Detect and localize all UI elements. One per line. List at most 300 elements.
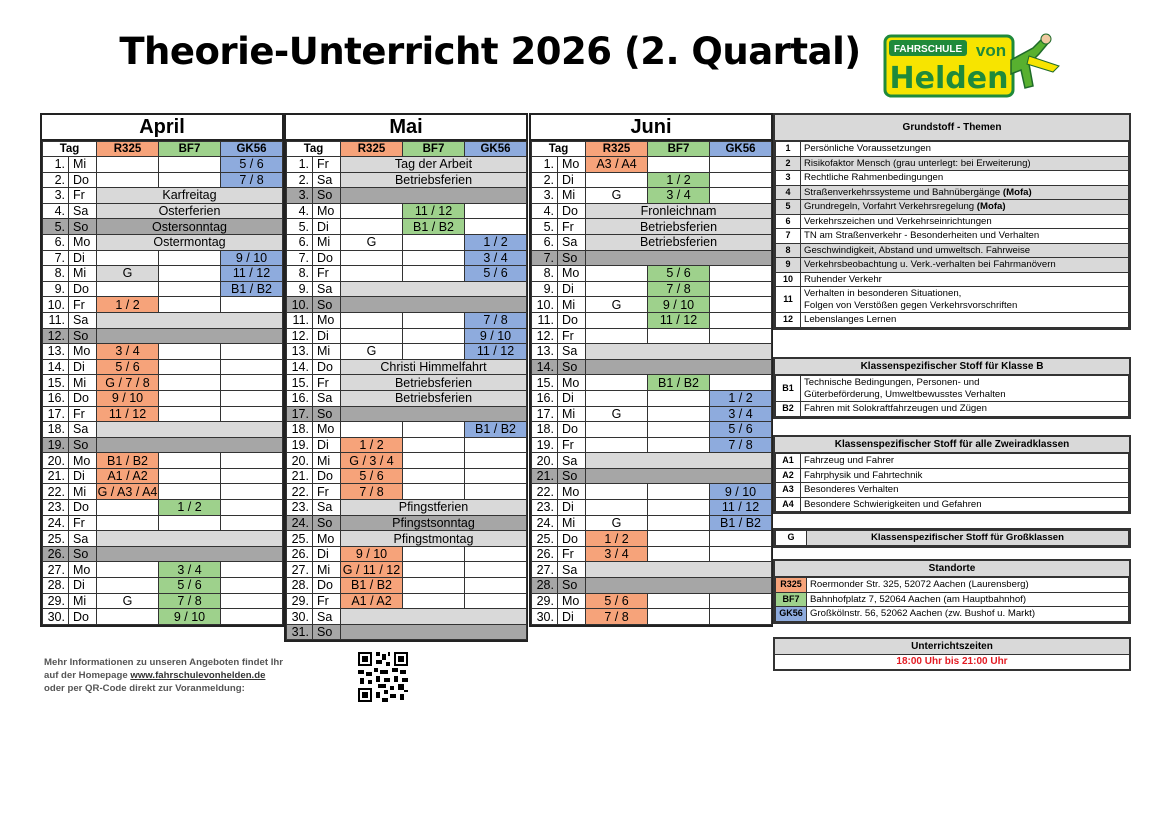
lesson-cell: G: [586, 515, 648, 531]
day-number: 26.: [287, 546, 313, 562]
lesson-cell: [403, 312, 465, 328]
lesson-cell: 7 / 8: [465, 312, 527, 328]
calendar-row: [532, 531, 772, 547]
day-number: 5.: [287, 219, 313, 235]
day-number: 20.: [532, 453, 558, 469]
lesson-cell: [97, 500, 159, 516]
calendar-row: [43, 250, 283, 266]
lesson-cell: [586, 390, 648, 406]
holiday-label: Christi Himmelfahrt: [341, 359, 527, 375]
lesson-cell: [341, 266, 403, 282]
calendar-table: [286, 141, 527, 640]
lesson-cell: [710, 297, 772, 313]
empty-day: [341, 188, 527, 204]
weekday: Sa: [313, 390, 341, 406]
lesson-cell: G / 11 / 12: [341, 562, 403, 578]
lesson-cell: B1 / B2: [403, 219, 465, 235]
calendar-row: [287, 422, 527, 438]
legend-row: [776, 483, 1129, 498]
legend-key: BF7: [776, 592, 807, 607]
calendar-row: [43, 546, 283, 562]
lesson-cell: 11 / 12: [710, 500, 772, 516]
lesson-cell: 1 / 2: [159, 500, 221, 516]
klasse-b-title: Klassenspezifischer Stoff für Klasse B: [775, 359, 1129, 375]
lesson-cell: [97, 281, 159, 297]
weekday: Mi: [313, 344, 341, 360]
weekday: Do: [69, 609, 97, 625]
lesson-cell: 7 / 8: [221, 172, 283, 188]
empty-day: [97, 328, 283, 344]
day-number: 31.: [287, 624, 313, 640]
lesson-cell: [586, 328, 648, 344]
calendar-row: [43, 437, 283, 453]
legend-text: Lebenslanges Lernen: [804, 314, 897, 325]
day-number: 7.: [43, 250, 69, 266]
calendar-row: [287, 624, 527, 640]
zweirad-table: [775, 453, 1129, 512]
lesson-cell: [221, 515, 283, 531]
legend-key: 2: [776, 156, 801, 171]
lesson-cell: 3 / 4: [586, 546, 648, 562]
legend-text: Roermonder Str. 325, 52072 Aachen (Laurensberg): [810, 579, 1029, 590]
day-number: 20.: [43, 453, 69, 469]
day-number: 30.: [43, 609, 69, 625]
lesson-cell: 5 / 6: [221, 157, 283, 173]
weekday: Di: [313, 437, 341, 453]
day-number: 29.: [43, 593, 69, 609]
lesson-cell: 11 / 12: [97, 406, 159, 422]
legend-key: A2: [776, 468, 801, 483]
calendar-row: [287, 578, 527, 594]
lesson-cell: 1 / 2: [586, 531, 648, 547]
lesson-cell: 1 / 2: [648, 172, 710, 188]
weekday: Fr: [313, 266, 341, 282]
weekday: Sa: [313, 172, 341, 188]
weekday: Do: [313, 468, 341, 484]
lesson-cell: G / 7 / 8: [97, 375, 159, 391]
footer-line3: oder per QR-Code direkt zur Voranmeldung:: [44, 683, 245, 694]
legend-key: 3: [776, 171, 801, 186]
lesson-cell: [221, 609, 283, 625]
legend-row: [776, 578, 1129, 593]
lesson-cell: [403, 344, 465, 360]
weekday: Do: [558, 203, 586, 219]
month-juni: [529, 113, 773, 627]
day-number: 5.: [43, 219, 69, 235]
lesson-cell: G: [97, 593, 159, 609]
legend-text: Fahrzeug und Fahrer: [804, 455, 895, 466]
calendar-row: [532, 453, 772, 469]
weekday: Mo: [313, 312, 341, 328]
weekday: So: [313, 406, 341, 422]
grossklassen-key: G: [776, 531, 807, 546]
calendar-row: [287, 312, 527, 328]
calendar-row: [287, 406, 527, 422]
calendar-row: [287, 593, 527, 609]
day-number: 4.: [287, 203, 313, 219]
lesson-cell: 5 / 6: [648, 266, 710, 282]
legend-text: Besonderes Verhalten: [804, 484, 899, 495]
calendar-row: [287, 250, 527, 266]
calendar-table: [42, 141, 283, 625]
lesson-cell: [710, 281, 772, 297]
weekday: Fr: [69, 297, 97, 313]
weekday: Do: [313, 359, 341, 375]
lesson-cell: [159, 172, 221, 188]
day-number: 25.: [287, 531, 313, 547]
calendar-row: [43, 531, 283, 547]
day-number: 3.: [43, 188, 69, 204]
lesson-cell: G: [586, 297, 648, 313]
empty-day: [97, 546, 283, 562]
day-number: 30.: [532, 609, 558, 625]
weekday: Do: [558, 312, 586, 328]
lesson-cell: [648, 422, 710, 438]
calendar-row: [43, 453, 283, 469]
calendar-row: [287, 266, 527, 282]
lesson-cell: [403, 546, 465, 562]
day-number: 13.: [43, 344, 69, 360]
weekday: So: [69, 219, 97, 235]
day-number: 22.: [43, 484, 69, 500]
weekday: Do: [69, 500, 97, 516]
day-number: 17.: [43, 406, 69, 422]
day-number: 15.: [287, 375, 313, 391]
lesson-cell: 5 / 6: [586, 593, 648, 609]
lesson-cell: [403, 250, 465, 266]
lesson-cell: [341, 422, 403, 438]
legend-key: R325: [776, 578, 807, 593]
legend-row: [776, 313, 1129, 328]
weekday: Mo: [313, 203, 341, 219]
lesson-cell: [221, 359, 283, 375]
day-number: 8.: [287, 266, 313, 282]
weekday: So: [313, 188, 341, 204]
calendar-row: [43, 375, 283, 391]
lesson-cell: 5 / 6: [159, 578, 221, 594]
legend-text: Technische Bedingungen, Personen- und: [804, 377, 980, 388]
lesson-cell: [159, 359, 221, 375]
lesson-cell: B1 / B2: [221, 281, 283, 297]
day-number: 1.: [532, 157, 558, 173]
legend-bold: (Mofa): [976, 201, 1006, 212]
lesson-cell: [586, 281, 648, 297]
weekday: Sa: [313, 281, 341, 297]
legend-text: Verkehrsbeobachtung u. Verk.-verhalten bei Fahrmanövern: [804, 259, 1056, 270]
weekday: So: [69, 437, 97, 453]
calendar-row: [43, 359, 283, 375]
lesson-cell: 9 / 10: [710, 484, 772, 500]
holiday-label: Ostermontag: [97, 234, 283, 250]
empty-day: [586, 453, 772, 469]
grossklassen-table: [775, 530, 1129, 546]
weekday: Mo: [558, 484, 586, 500]
calendar-row: [287, 468, 527, 484]
lesson-cell: A1 / A2: [341, 593, 403, 609]
empty-day: [586, 250, 772, 266]
day-number: 2.: [532, 172, 558, 188]
calendar-row: [43, 234, 283, 250]
calendar-row: [43, 484, 283, 500]
legend-text: Bahnhofplatz 7, 52064 Aachen (am Hauptbahnhof): [810, 593, 1027, 605]
day-number: 1.: [43, 157, 69, 173]
empty-day: [586, 344, 772, 360]
weekday: Mo: [69, 453, 97, 469]
holiday-label: Pfingstferien: [341, 500, 527, 516]
lesson-cell: [465, 484, 527, 500]
weekday: Fr: [69, 188, 97, 204]
day-number: 19.: [287, 437, 313, 453]
lesson-cell: 9 / 10: [465, 328, 527, 344]
weekday: Fr: [313, 593, 341, 609]
weekday: Di: [558, 500, 586, 516]
day-number: 9.: [43, 281, 69, 297]
calendar-row: [43, 515, 283, 531]
calendar-row: [532, 375, 772, 391]
legend-key: 5: [776, 200, 801, 215]
legend-row: [776, 592, 1129, 607]
legend-text: Persönliche Voraussetzungen: [804, 143, 931, 154]
day-number: 27.: [532, 562, 558, 578]
legend-row: [776, 258, 1129, 273]
weekday: Di: [69, 468, 97, 484]
weekday: Mi: [313, 453, 341, 469]
lesson-cell: [586, 375, 648, 391]
holiday-label: Osterferien: [97, 203, 283, 219]
weekday: Mo: [69, 234, 97, 250]
superhero-figure-icon: [1011, 34, 1059, 88]
weekday: Sa: [558, 234, 586, 250]
lesson-cell: [465, 437, 527, 453]
empty-day: [341, 297, 527, 313]
calendar-row: [532, 344, 772, 360]
lesson-cell: [159, 281, 221, 297]
day-number: 7.: [532, 250, 558, 266]
holiday-label: Karfreitag: [97, 188, 283, 204]
lesson-cell: G: [97, 266, 159, 282]
legend-row: [776, 185, 1129, 200]
day-number: 3.: [287, 188, 313, 204]
weekday: Mo: [313, 422, 341, 438]
calendar-row: [287, 515, 527, 531]
day-number: 9.: [287, 281, 313, 297]
calendar-row: [287, 219, 527, 235]
legend-text-2: Folgen von Verstößen gegen Verkehrsvorschriften: [804, 299, 1018, 311]
day-number: 14.: [532, 359, 558, 375]
weekday: Mo: [313, 531, 341, 547]
empty-day: [97, 422, 283, 438]
weekday: Fr: [69, 515, 97, 531]
calendar-row: [287, 203, 527, 219]
page-title: Theorie-Unterricht 2026 (2. Quartal): [119, 30, 861, 73]
legend-text: Großkölnstr. 56, 52062 Aachen (zw. Bushof u. Markt): [810, 608, 1036, 619]
empty-day: [341, 624, 527, 640]
logo-top-text: FAHRSCHULE: [893, 44, 963, 55]
lesson-cell: 5 / 6: [710, 422, 772, 438]
day-number: 12.: [532, 328, 558, 344]
lesson-cell: [221, 375, 283, 391]
logo-von-text: von: [975, 41, 1007, 60]
empty-day: [97, 437, 283, 453]
lesson-cell: [465, 546, 527, 562]
lesson-cell: [221, 406, 283, 422]
calendar-row: [287, 500, 527, 516]
empty-day: [341, 281, 527, 297]
lesson-cell: [221, 562, 283, 578]
lesson-cell: [159, 250, 221, 266]
weekday: Fr: [313, 375, 341, 391]
footer-line2: auf der Homepage: [44, 670, 131, 681]
lesson-cell: [159, 375, 221, 391]
holiday-label: Fronleichnam: [586, 203, 772, 219]
day-number: 6.: [287, 234, 313, 250]
legend-text: Rechtliche Rahmenbedingungen: [804, 172, 944, 183]
calendar-row: [287, 188, 527, 204]
lesson-cell: [648, 500, 710, 516]
day-number: 21.: [532, 468, 558, 484]
legend-row: [776, 229, 1129, 244]
klasse-b-table: [775, 375, 1129, 417]
day-number: 20.: [287, 453, 313, 469]
day-number: 23.: [532, 500, 558, 516]
day-number: 13.: [287, 344, 313, 360]
lesson-cell: [710, 188, 772, 204]
calendar-row: [532, 203, 772, 219]
lesson-cell: [710, 375, 772, 391]
lesson-cell: 9 / 10: [159, 609, 221, 625]
calendar-row: [43, 422, 283, 438]
day-number: 12.: [43, 328, 69, 344]
lesson-cell: [403, 328, 465, 344]
legend-text: Verkehrszeichen und Verkehrseinrichtungen: [804, 215, 992, 227]
lesson-cell: [97, 562, 159, 578]
calendar-row: [532, 406, 772, 422]
legend-text: TN am Straßenverkehr - Besonderheiten und Verhalten: [804, 230, 1040, 241]
holiday-label: Betriebsferien: [586, 219, 772, 235]
col-header-bf7: BF7: [648, 142, 710, 157]
lesson-cell: [648, 328, 710, 344]
weekday: Mi: [69, 375, 97, 391]
weekday: Do: [558, 531, 586, 547]
weekday: Mi: [558, 188, 586, 204]
lesson-cell: [648, 484, 710, 500]
legend-key: 8: [776, 243, 801, 258]
calendar-row: [287, 359, 527, 375]
weekday: So: [558, 359, 586, 375]
day-number: 11.: [532, 312, 558, 328]
lesson-cell: 7 / 8: [710, 437, 772, 453]
day-number: 15.: [532, 375, 558, 391]
weekday: Fr: [558, 546, 586, 562]
lesson-cell: [710, 531, 772, 547]
calendar-row: [532, 219, 772, 235]
col-header-gk56: GK56: [221, 142, 283, 157]
weekday: Sa: [558, 344, 586, 360]
legend-row: [776, 287, 1129, 313]
lesson-cell: [648, 515, 710, 531]
col-header-tag: Tag: [287, 142, 341, 157]
lesson-cell: [221, 297, 283, 313]
day-number: 23.: [43, 500, 69, 516]
month-title: April: [42, 115, 282, 141]
day-number: 10.: [43, 297, 69, 313]
calendar-row: [287, 609, 527, 625]
weekday: Di: [558, 172, 586, 188]
calendar-row: [287, 531, 527, 547]
day-number: 24.: [532, 515, 558, 531]
zweirad-panel: [773, 435, 1131, 514]
calendar-row: [287, 281, 527, 297]
driving-school-logo: [883, 30, 1065, 102]
day-number: 11.: [43, 312, 69, 328]
col-header-bf7: BF7: [403, 142, 465, 157]
lesson-cell: [586, 266, 648, 282]
calendar-row: [532, 562, 772, 578]
lesson-cell: 3 / 4: [159, 562, 221, 578]
calendar-row: [43, 203, 283, 219]
weekday: Do: [313, 250, 341, 266]
qr-code-icon[interactable]: [358, 652, 408, 702]
calendar-row: [287, 437, 527, 453]
empty-day: [586, 578, 772, 594]
lesson-cell: 1 / 2: [465, 234, 527, 250]
weekday: Sa: [558, 562, 586, 578]
weekday: Fr: [558, 219, 586, 235]
weekday: So: [558, 250, 586, 266]
weekday: Di: [313, 546, 341, 562]
legend-row: [776, 376, 1129, 402]
lesson-cell: 5 / 6: [465, 266, 527, 282]
lesson-cell: [97, 157, 159, 173]
legend-key: B2: [776, 402, 801, 417]
empty-day: [341, 406, 527, 422]
weekday: Do: [69, 390, 97, 406]
lesson-cell: [159, 406, 221, 422]
lesson-cell: [97, 172, 159, 188]
lesson-cell: [586, 312, 648, 328]
grundstoff-title: Grundstoff - Themen: [775, 115, 1129, 141]
calendar-row: [43, 328, 283, 344]
empty-day: [97, 312, 283, 328]
day-number: 18.: [43, 422, 69, 438]
col-header-tag: Tag: [43, 142, 97, 157]
legend-row: [776, 468, 1129, 483]
legend-text: Grundregeln, Vorfahrt Verkehrsregelung: [804, 201, 977, 212]
standorte-title: Standorte: [775, 561, 1129, 577]
calendar-row: [43, 297, 283, 313]
col-header-gk56: GK56: [710, 142, 772, 157]
lesson-cell: [403, 422, 465, 438]
lesson-cell: [465, 203, 527, 219]
weekday: Do: [558, 422, 586, 438]
homepage-link[interactable]: www.fahrschulevonhelden.de: [130, 670, 266, 681]
legend-row: [776, 156, 1129, 171]
legend-text-2: Güterbeförderung, Umweltbewusstes Verhalten: [804, 388, 1006, 400]
lesson-cell: [403, 453, 465, 469]
weekday: Mi: [558, 406, 586, 422]
calendar-row: [43, 578, 283, 594]
empty-day: [97, 531, 283, 547]
lesson-cell: [221, 500, 283, 516]
standorte-table: [775, 577, 1129, 622]
calendar-row: [532, 157, 772, 173]
calendar-row: [43, 593, 283, 609]
holiday-label: Betriebsferien: [341, 172, 527, 188]
lesson-cell: G / 3 / 4: [341, 453, 403, 469]
holiday-label: Tag der Arbeit: [341, 157, 527, 173]
weekday: Mo: [69, 562, 97, 578]
legend-key: A3: [776, 483, 801, 498]
